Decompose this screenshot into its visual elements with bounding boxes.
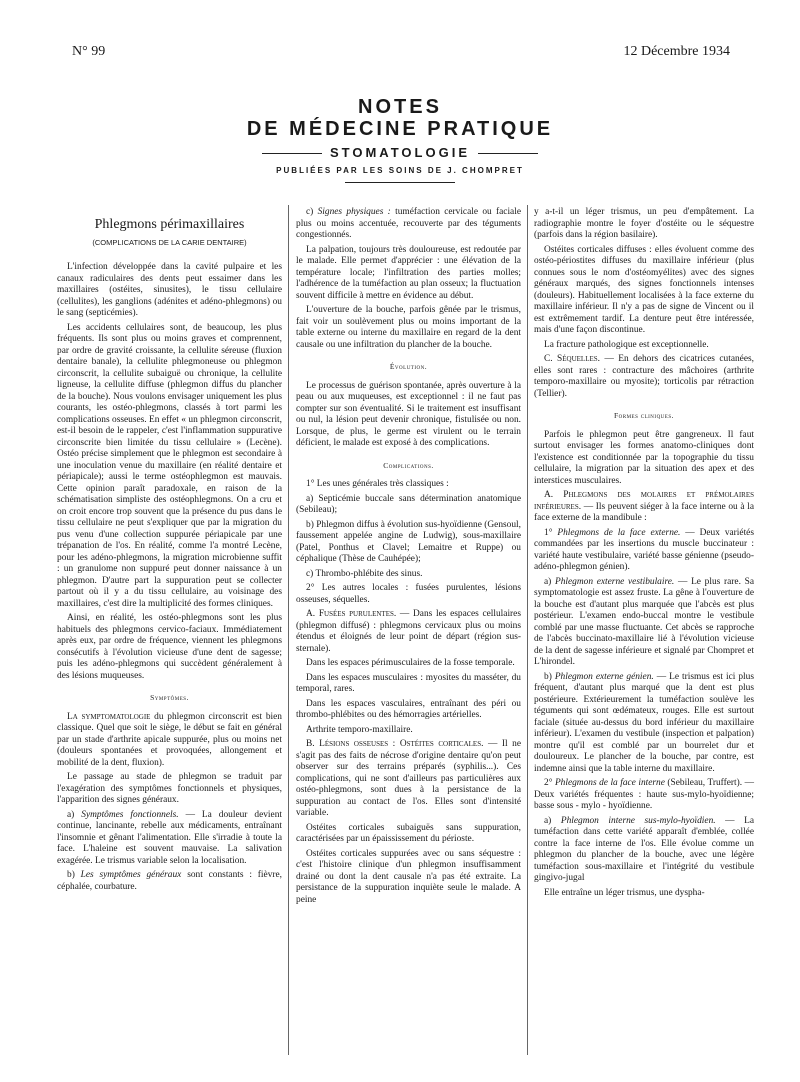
paragraph: Dans les espaces périmusculaires de la fosse temporale.: [306, 658, 515, 668]
body-text: du phlegmon circonscrit est bien classique. Quel que soit le siège, le début se fait en général par un stade d'arthrite apicale suppurée, plus ou moins net (douleurs spontanées et provoquées, allongement et mobilité de la dent, fluxion).: [57, 711, 282, 768]
body-text: — La tuméfaction dans cette variété apparaît d'emblée, collée contre la face interne de l'os. Elle évolue comme un phlegmon du plancher de la bouche, avec une légère tuméfaction sous-maxillaire et l'intégrité du vestibule gingivo-jugal: [534, 815, 754, 883]
paragraph: [534, 672, 754, 776]
body-text: — Il ne s'agit pas des faits de nécrose d'origine dentaire qu'on peut observer sur des terrains préparés (syphilis...). Ces complications, qui ne sont d'ailleurs pas particulières aux ostéo-phlegmons, sont dues à la persistance de la suppuration au contact de l'os. Elles sont d'intensité variable.: [296, 739, 521, 818]
byline-text: PUBLIÉES PAR LES SOINS DE J. CHOMPRET: [276, 166, 524, 175]
masthead-section: [0, 145, 800, 160]
italic-text: Phlegmons de la face externe.: [557, 527, 681, 538]
column-1: [57, 205, 282, 896]
paragraph: La fracture pathologique est exceptionnelle.: [544, 339, 709, 350]
italic-text: Symptômes fonctionnels.: [81, 809, 179, 820]
body-text: sont constants : fièvre, céphalée, courbature.: [57, 870, 283, 892]
paragraph: [534, 816, 754, 885]
lead-text: a): [67, 809, 82, 820]
paragraph: Ostéites corticales suppurées avec ou sans séquestre : c'est l'histoire clinique d'un phlegmon insuffisamment drainé ou dont la dent causale n'a pas été extraite. La persistance de la suppuration inquiète seule le malade. A peine: [296, 848, 521, 905]
paragraph: [57, 712, 282, 770]
masthead-title-2: DE MÉDECINE PRATIQUE: [246, 118, 554, 140]
paragraph: Parfois le phlegmon peut être gangreneux. Il faut surtout envisager les formes anatomo-cliniques dont l'existence est conditionnée par la topographie du tissu cellulaire, la migration par la situation des apex et des interstices musculaires.: [534, 429, 754, 486]
body-text: — En dehors des cicatrices cutanées, elles sont rares : contracture des mâchoires (arthrite temporo-maxillaire ou myosite); torticolis par rétraction (Tellier).: [534, 354, 754, 399]
section-heading-evolution: Évolution.: [389, 362, 428, 371]
column-divider: [527, 205, 528, 1055]
paragraph: [57, 810, 282, 868]
paragraph: [534, 354, 754, 400]
italic-text: Les symptômes généraux: [80, 870, 182, 880]
divider: [345, 182, 455, 183]
section-heading-complications: Complications.: [383, 460, 434, 470]
issue-number: N° 99: [72, 44, 106, 59]
paragraph: Ostéites corticales subaiguës sans suppuration, caractérisées par un épaississement du périoste.: [296, 822, 521, 844]
paragraph: y a-t-il un léger trismus, un peu d'empâtement. La radiographie montre le foyer d'ostéite ou le séquestre (parfois dans la région basilaire).: [534, 207, 754, 240]
section-heading-formes-cliniques: Formes cliniques.: [613, 411, 675, 420]
paragraph: 1° Les unes générales très classiques :: [306, 479, 449, 489]
paragraph: [57, 870, 282, 893]
paragraph: Dans les espaces vasculaires, entraînant des péri ou thrombo-phlébites ou des hémorragies artérielles.: [296, 698, 521, 720]
column-3: [534, 207, 754, 902]
lead-text: 2°: [544, 778, 555, 788]
body-text: — Le trismus est ici plus fréquent, d'autant plus marqué que la dent est plus postérieure. Extérieurement la tuméfaction soulève les téguments qui sont œdémateux, rouges. Elle est surtout faciale (située au-dessus du bord inférieur du maxillaire inférieur). L'examen du vestibule (inspection et palpation) montre qu'il est comblé par un bourrelet dur et douloureux. Le plancher de la bouche, par contre, est indemne ainsi que la table interne du maxillaire.: [534, 671, 754, 774]
lead-text: La symptomatologie: [67, 711, 151, 722]
body-text: — Ils peuvent siéger à la face interne ou à la face externe de la mandibule :: [534, 501, 754, 523]
lead-text: a): [544, 815, 561, 826]
lead-text: A. Fusées purulentes.: [306, 609, 397, 619]
divider: [478, 153, 538, 154]
masthead-title-1: NOTES: [358, 96, 442, 118]
italic-text: Phlegmon externe génien.: [554, 671, 654, 682]
paragraph: [296, 494, 521, 517]
body-text: — Deux variétés commandées par les insertions du muscle buccinateur : variété haute vestibulaire, variété basse génienne (pseudo-adéno-phlegmon génien).: [534, 527, 754, 572]
paragraph: [296, 609, 521, 655]
paragraph: [296, 207, 521, 242]
paragraph: [296, 569, 521, 581]
italic-text: Phlegmon externe vestibulaire.: [555, 576, 675, 587]
paragraph: Ainsi, en réalité, les ostéo-phlegmons sont les plus habituels des phlegmons cervico-faciaux. Immédiatement après eux, par ordre de fréquence, viennent les phlegmons consécutifs à l'évolution vicieuse d'une dent de sagesse; puis les adéno-phlegmons qui succèdent généralement à des lésions muqueuses.: [57, 613, 282, 681]
article-subtitle: (COMPLICATIONS DE LA CARIE DENTAIRE): [92, 237, 247, 247]
section-label: STOMATOLOGIE: [329, 145, 470, 160]
paragraph: Le passage au stade de phlegmon se traduit par l'exagération des symptômes fonctionnels et physiques, l'apparition des signes généraux.: [57, 772, 282, 805]
paragraph: [296, 520, 521, 566]
lead-text: B. Lésions osseuses : Ostéites corticales.: [306, 739, 484, 749]
body-text: (Sebileau, Truffert). — Deux variétés fréquentes : haute sus-mylo-hyoïdienne; basse sous - mylo - hyoïdienne.: [534, 778, 754, 811]
paragraph: [534, 528, 754, 574]
lead-text: C. Séquelles.: [544, 354, 600, 364]
lead-text: c): [306, 568, 316, 579]
paragraph: [296, 739, 521, 820]
paragraph: L'ouverture de la bouche, parfois gênée par le trismus, fait voir un soulèvement plus ou moins important de la table externe ou interne du maxillaire en regard de la dent causale ou une infiltration du plancher de la bouche.: [296, 305, 521, 350]
paragraph: Elle entraîne un léger trismus, une dyspha-: [544, 887, 705, 898]
body-text: tuméfaction cervicale ou faciale plus ou moins accentuée, recouverte par des téguments congestionnés.: [296, 207, 521, 240]
lead-text: a): [306, 493, 319, 504]
paragraph: Les accidents cellulaires sont, de beaucoup, les plus fréquents. Ils sont plus ou moins graves et comprennent, par ordre de gravité croissante, la cellulite séreuse (fluxion dentaire banale), la cellulite phlegmoneuse ou phlegmon circonscrit, la cellulite subaiguë ou chronique, la cellulite ligneuse, la cellulite diffuse (phlegmon diffus du plancher de la bouche). Nous voulons envisager uniquement les plus courants, les ostéo-phlegmons, classés à tort parmi les complications osseuses. En effet « un phlegmon circonscrit, est-il besoin de le rappeler, c'est l'inflammation suppurative circonscrite bien limitée du tissu cellulaire » (Lecène). Ostéo précise simplement que le phlegmon est secondaire à une inoculation venue du maxillaire (en réalité dentaire et périapicale); aussi le terme ostéophlegmon est mauvais. Cette opinion paraît paradoxale, en raison de la schématisation simpliste des ostéophlegmons. On a cru et on croit encore trop souvent que la présence du pus dans le tissu cellulaire ne peut s'expliquer que par la migration du pus venu d'une collection suppurée périapicale par une trépanation de l'os. En réalité, comme l'a montré Lecène, pour les adéno-phlegmons, la migration microbienne suffit : un granulome non suppuré peut donner naissance à un phlegmon. D'autre part la suppuration peut se collecter partout où il y a du tissu cellulaire, au voisinage des maxillaires, c'est dire la multiplicité des formes cliniques.: [57, 322, 282, 609]
paragraph: La palpation, toujours très douloureuse, est redoutée par le malade. Elle permet d'apprécier : une élévation de la température locale; l'infiltration des parties molles; l'adhérence de la tuméfaction au plan osseux; la fluctuation souvent difficile à mettre en évidence au début.: [296, 244, 521, 301]
italic-text: Phlegmon interne sus-mylo-hyoïdien.: [560, 815, 716, 826]
issue-date: 12 Décembre 1934: [623, 44, 730, 59]
body-text: — Dans les espaces cellulaires (phlegmon diffusé) : phlegmons cervicaux plus ou moins étendus et éloignés de leur point de départ (région sus-sternale).: [296, 609, 521, 654]
paragraph: [534, 490, 754, 525]
lead-text: c): [306, 207, 318, 217]
paragraph: L'infection développée dans la cavité pulpaire et les canaux radiculaires des dents peut essaimer dans les maxillaires (ostéites, sinusites), le tissu cellulaire (cellulites), les ganglions (adénites et adéno-phlegmons) ou le sang (septicémies).: [57, 262, 282, 318]
italic-text: Phlegmons de la face interne: [554, 778, 665, 788]
body-text: Septicémie buccale sans détermination anatomique (Sebileau);: [296, 493, 521, 515]
section-heading-symptomes: Symptômes.: [150, 693, 189, 702]
body-text: Phlegmon diffus à évolution sus-hyoïdienne (Gensoul, faussement appelée angine de Ludwig), sous-maxillaire (Patel, Ponthus et Clavel; Lemaitre et Ruppe) ou céphalique (Thèse de Cauhépée);: [296, 519, 521, 564]
masthead-byline: [0, 166, 800, 183]
paragraph: Dans les espaces musculaires : myosites du masséter, du temporal, rares.: [296, 672, 521, 694]
paragraph: 2° Les autres locales : fusées purulentes, lésions osseuses, séquelles.: [296, 583, 521, 605]
body-text: — Le plus rare. Sa symptomatologie est assez fruste. La gêne à l'ouverture de la bouche est d'autant plus marquée que l'abcès est plus postérieur. L'examen endo-buccal montre le vestibule comblé par une masse fluctuante. Cet abcès se rapproche de l'abcès buccinato-maxillaire lié à l'évolution vicieuse de la dent de sagesse inférieure et signalé par Chompret et L'hirondel.: [534, 576, 754, 667]
column-divider: [288, 205, 289, 1055]
lead-text: b): [306, 519, 317, 530]
paragraph: Le processus de guérison spontanée, après ouverture à la peau ou aux muqueuses, est exceptionnel : il ne faut pas compter sur son éventualité. Si le traitement est insuffisant ou nul, la lésion peut devenir chronique, fistulisée ou non. Lorsque, de plus, le germe est virulent ou le terrain déficient, le malade est exposé à des complications.: [296, 380, 521, 448]
paragraph: Ostéites corticales diffuses : elles évoluent comme des ostéo-périostites diffuses du maxillaire inférieur (plus connues sous le nom d'ostéomyélites) avec des signes généraux marqués, des signes fonctionnels intenses (douleurs). Habituellement localisées à la face externe du maxillaire inférieur. Il n'y a pas de signe de Vincent ou il est extrêmement tardif. La denture peut être intéressée, mais d'une façon discontinue.: [534, 244, 754, 335]
italic-text: Signes physiques :: [317, 207, 391, 217]
lead-text: 1°: [544, 527, 558, 538]
article-title: Phlegmons périmaxillaires: [94, 217, 245, 232]
divider: [262, 153, 322, 154]
lead-text: b): [544, 671, 555, 682]
lead-text: A. Phlegmons des molaires et prémolaires inférieures.: [534, 490, 754, 512]
body-text: — La douleur devient continue, lancinante, rebelle aux médicaments, entraînant l'insomnie et gênant l'alimentation. Elle s'irradie à toute la face. L'haleine est souvent mauvaise. La salivation exagérée. Le trismus variable selon la localisation.: [57, 809, 282, 866]
body-text: Thrombo-phlébite des sinus.: [315, 568, 423, 579]
paragraph: [534, 577, 754, 669]
lead-text: a): [544, 576, 555, 587]
paragraph: Arthrite temporo-maxillaire.: [306, 724, 413, 735]
paragraph: [534, 778, 754, 813]
lead-text: b): [67, 870, 81, 880]
column-2: [296, 207, 521, 909]
